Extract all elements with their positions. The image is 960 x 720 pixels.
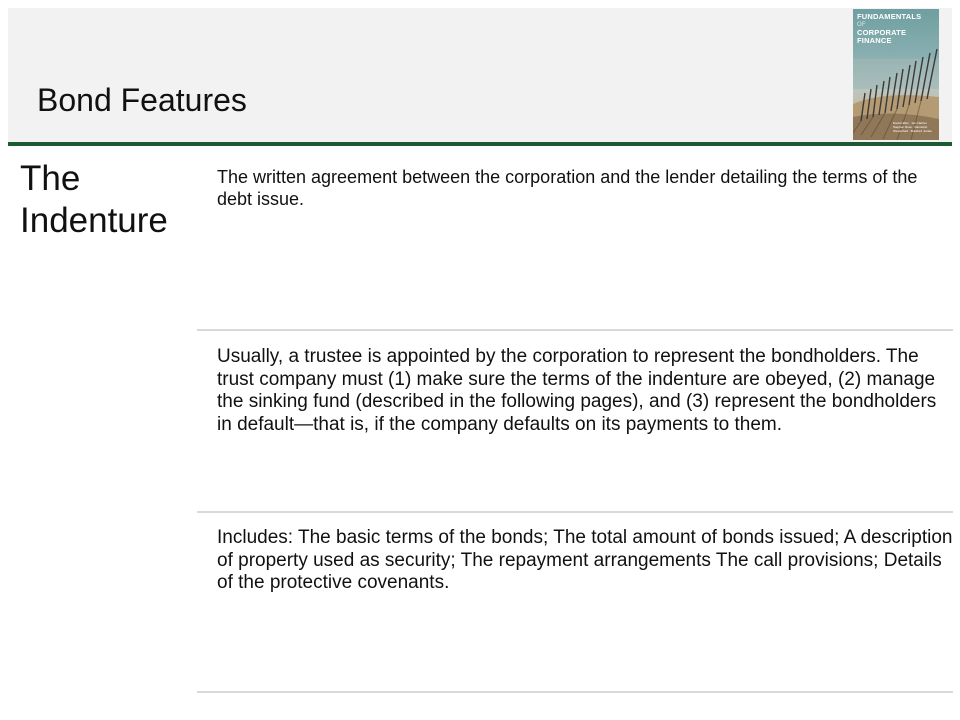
book-cover-image (853, 9, 939, 140)
slide-title: Bond Features (37, 82, 247, 118)
includes-text: Includes: The basic terms of the bonds; The total amount of bonds issued; A description of property used as security; The repayment arrangements The call provisions; Details of the protective covenants. (217, 527, 953, 593)
book-cover-title-line3: CORPORATE (857, 28, 907, 37)
book-cover-title-line4: FINANCE (857, 36, 892, 45)
book-cover-title-line1: FUNDAMENTALS (857, 12, 922, 21)
trustee-entry (197, 346, 953, 513)
book-cover-authors: David Hillier · Ian Clacher · Stephen Ross · Randolph Westerfield · Bradford Jordan (893, 121, 933, 133)
header-divider (8, 142, 952, 146)
definition-text: The written agreement between the corporation and the lender detailing the terms of the debt issue. (217, 167, 918, 209)
definition-entry (197, 166, 953, 331)
side-heading: The Indenture (20, 159, 168, 240)
header-band (8, 8, 952, 142)
book-cover-title-line2: OF (857, 22, 866, 28)
includes-entry (197, 527, 953, 693)
trustee-text: Usually, a trustee is appointed by the corporation to represent the bondholders. The trust company must (1) make sure the terms of the indenture are obeyed, (2) manage the sinking fund (described in the following pages), and (3) represent the bondholders in default—that is, if the company defaults on its payments to them. (217, 346, 937, 435)
book-cover-title (857, 13, 937, 45)
